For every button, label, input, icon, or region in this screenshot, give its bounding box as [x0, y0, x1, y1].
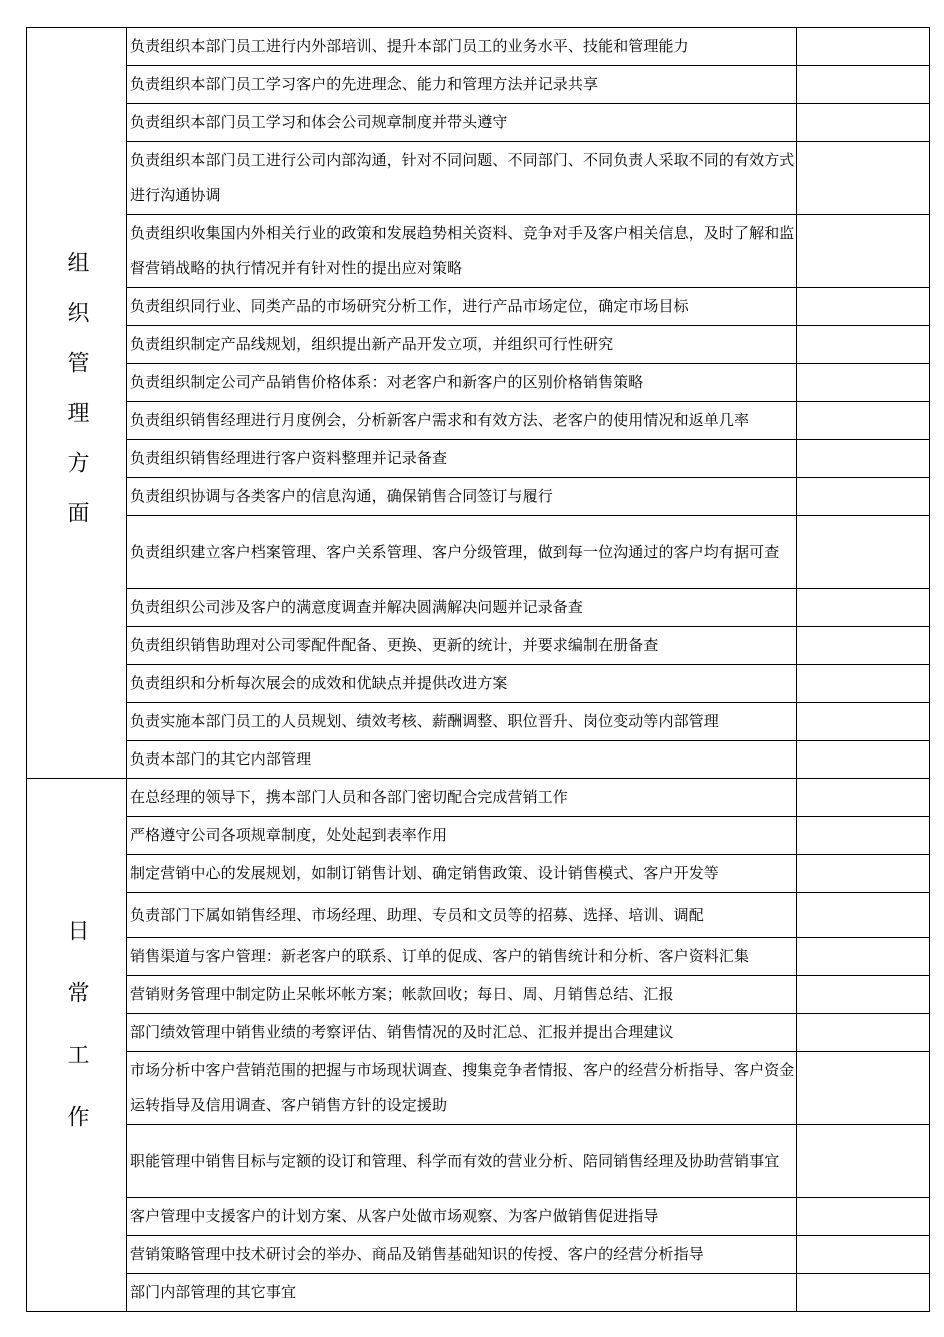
duty-description: 负责本部门的其它内部管理 [127, 741, 797, 779]
empty-cell [797, 1236, 930, 1274]
duty-description: 负责组织和分析每次展会的成效和优缺点并提供改进方案 [127, 665, 797, 703]
empty-cell [797, 516, 930, 589]
table-row [27, 855, 930, 893]
duty-description: 市场分析中客户营销范围的把握与市场现状调查、搜集竞争者情报、客户的经营分析指导、客户资金运转指导及信用调查、客户销售方针的设定援助 [127, 1052, 797, 1125]
table-row [27, 104, 930, 142]
empty-cell [797, 703, 930, 741]
duty-description: 负责组织建立客户档案管理、客户关系管理、客户分级管理，做到每一位沟通过的客户均有据可查 [127, 516, 797, 589]
table-row [27, 976, 930, 1014]
empty-cell [797, 779, 930, 817]
table-row [27, 817, 930, 855]
empty-cell [797, 28, 930, 66]
duty-description: 负责组织本部门员工进行公司内部沟通，针对不同问题、不同部门、不同负责人采取不同的有效方式进行沟通协调 [127, 142, 797, 215]
empty-cell [797, 741, 930, 779]
table-row [27, 142, 930, 215]
duty-description: 负责组织本部门员工进行内外部培训、提升本部门员工的业务水平、技能和管理能力 [127, 28, 797, 66]
duty-description: 负责组织收集国内外相关行业的政策和发展趋势相关资料、竞争对手及客户相关信息，及时了解和监督营销战略的执行情况并有针对性的提出应对策略 [127, 215, 797, 288]
empty-cell [797, 215, 930, 288]
table-row [27, 779, 930, 817]
table-row [27, 1052, 930, 1125]
empty-cell [797, 1014, 930, 1052]
table-row [27, 665, 930, 703]
empty-cell [797, 665, 930, 703]
table-row [27, 703, 930, 741]
empty-cell [797, 104, 930, 142]
duty-description: 制定营销中心的发展规划，如制订销售计划、确定销售政策、设计销售模式、客户开发等 [127, 855, 797, 893]
category-cell [27, 28, 127, 779]
empty-cell [797, 938, 930, 976]
table-row [27, 364, 930, 402]
table-row [27, 589, 930, 627]
empty-cell [797, 1198, 930, 1236]
category-label: 日常工作 [64, 919, 89, 1167]
empty-cell [797, 440, 930, 478]
duty-description: 营销策略管理中技术研讨会的举办、商品及销售基础知识的传授、客户的经营分析指导 [127, 1236, 797, 1274]
duty-description: 部门内部管理的其它事宜 [127, 1274, 797, 1312]
table-row [27, 478, 930, 516]
empty-cell [797, 627, 930, 665]
duty-description: 负责组织销售助理对公司零配件配备、更换、更新的统计，并要求编制在册备查 [127, 627, 797, 665]
duty-description: 负责组织销售经理进行月度例会，分析新客户需求和有效方法、老客户的使用情况和返单几率 [127, 402, 797, 440]
duty-description: 营销财务管理中制定防止呆帐坏帐方案；帐款回收；每日、周、月销售总结、汇报 [127, 976, 797, 1014]
duty-table-body [27, 28, 930, 1312]
empty-cell [797, 589, 930, 627]
duty-description: 负责组织制定公司产品销售价格体系：对老客户和新客户的区别价格销售策略 [127, 364, 797, 402]
empty-cell [797, 66, 930, 104]
duty-description: 客户管理中支援客户的计划方案、从客户处做市场观察、为客户做销售促进指导 [127, 1198, 797, 1236]
duty-description: 严格遵守公司各项规章制度，处处起到表率作用 [127, 817, 797, 855]
duty-description: 职能管理中销售目标与定额的设订和管理、科学而有效的营业分析、陪同销售经理及协助营销事宜 [127, 1125, 797, 1198]
table-row [27, 28, 930, 66]
empty-cell [797, 402, 930, 440]
table-row [27, 440, 930, 478]
duty-description: 负责组织同行业、同类产品的市场研究分析工作，进行产品市场定位，确定市场目标 [127, 288, 797, 326]
table-row [27, 66, 930, 104]
empty-cell [797, 288, 930, 326]
duty-description: 负责组织本部门员工学习客户的先进理念、能力和管理方法并记录共享 [127, 66, 797, 104]
empty-cell [797, 364, 930, 402]
duty-description: 销售渠道与客户管理：新老客户的联系、订单的促成、客户的销售统计和分析、客户资料汇集 [127, 938, 797, 976]
table-row [27, 893, 930, 938]
duty-description: 负责组织制定产品线规划，组织提出新产品开发立项，并组织可行性研究 [127, 326, 797, 364]
empty-cell [797, 976, 930, 1014]
empty-cell [797, 1052, 930, 1125]
table-row [27, 1236, 930, 1274]
empty-cell [797, 326, 930, 364]
empty-cell [797, 478, 930, 516]
empty-cell [797, 1125, 930, 1198]
duty-description: 负责部门下属如销售经理、市场经理、助理、专员和文员等的招募、选择、培训、调配 [127, 893, 797, 938]
table-row [27, 215, 930, 288]
table-row [27, 741, 930, 779]
duty-table [26, 27, 930, 1312]
table-row [27, 288, 930, 326]
table-row [27, 1274, 930, 1312]
duty-description: 负责组织销售经理进行客户资料整理并记录备查 [127, 440, 797, 478]
category-label: 组织管理方面 [64, 251, 89, 551]
table-row [27, 938, 930, 976]
empty-cell [797, 817, 930, 855]
table-row [27, 402, 930, 440]
table-row [27, 1125, 930, 1198]
table-row [27, 516, 930, 589]
duty-description: 在总经理的领导下，携本部门人员和各部门密切配合完成营销工作 [127, 779, 797, 817]
duty-description: 负责组织本部门员工学习和体会公司规章制度并带头遵守 [127, 104, 797, 142]
table-row [27, 326, 930, 364]
empty-cell [797, 893, 930, 938]
duty-description: 部门绩效管理中销售业绩的考察评估、销售情况的及时汇总、汇报并提出合理建议 [127, 1014, 797, 1052]
table-row [27, 1014, 930, 1052]
empty-cell [797, 142, 930, 215]
duty-description: 负责实施本部门员工的人员规划、绩效考核、薪酬调整、职位晋升、岗位变动等内部管理 [127, 703, 797, 741]
table-row [27, 627, 930, 665]
category-cell [27, 779, 127, 1312]
empty-cell [797, 855, 930, 893]
duty-description: 负责组织公司涉及客户的满意度调查并解决圆满解决问题并记录备查 [127, 589, 797, 627]
table-row [27, 1198, 930, 1236]
empty-cell [797, 1274, 930, 1312]
duty-description: 负责组织协调与各类客户的信息沟通，确保销售合同签订与履行 [127, 478, 797, 516]
